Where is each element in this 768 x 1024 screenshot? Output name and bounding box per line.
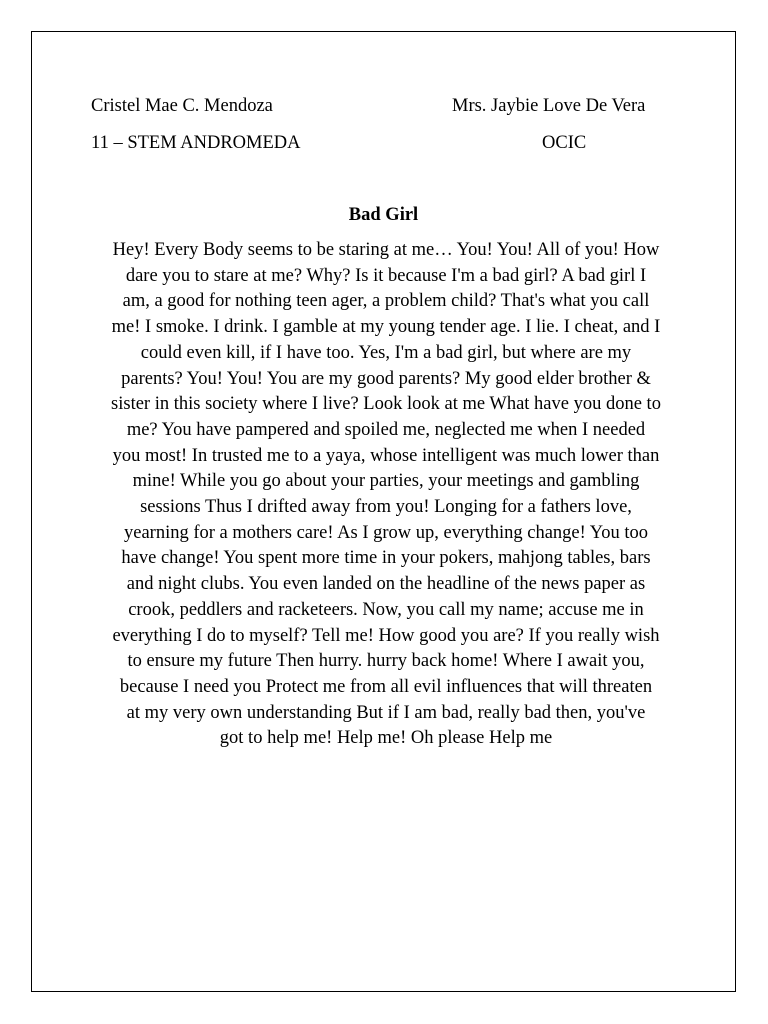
essay-line: me? You have pampered and spoiled me, neglected me when I needed: [126, 419, 646, 440]
essay-title: Bad Girl: [348, 205, 419, 225]
student-name: Cristel Mae C. Mendoza: [91, 96, 273, 116]
document-page: [31, 31, 736, 992]
essay-line: everything I do to myself? Tell me! How good you are? If you really wish: [112, 625, 660, 646]
essay-line: me! I smoke. I drink. I gamble at my young tender age. I lie. I cheat, and I: [111, 317, 661, 338]
essay-line: yearning for a mothers care! As I grow up, everything change! You too: [123, 522, 649, 543]
teacher-name: Mrs. Jaybie Love De Vera: [452, 96, 646, 116]
essay-line: am, a good for nothing teen ager, a problem child? That's what you call: [122, 291, 650, 312]
essay-line: mine! While you go about your parties, your meetings and gambling: [132, 471, 640, 492]
essay-line: and night clubs. You even landed on the headline of the news paper as: [126, 574, 646, 595]
essay-line: you most! In trusted me to a yaya, whose intelligent was much lower than: [112, 445, 660, 466]
essay-line: sister in this society where I live? Look look at me What have you done to: [111, 394, 661, 415]
essay-line: have change! You spent more time in your pokers, mahjong tables, bars: [121, 548, 651, 569]
essay-line: at my very own understanding But if I am bad, really bad then, you've: [126, 702, 646, 723]
essay-line: could even kill, if I have too. Yes, I'm a bad girl, but where are my: [140, 342, 632, 363]
essay-line: to ensure my future Then hurry. hurry back home! Where I await you,: [127, 651, 645, 672]
essay-line: got to help me! Help me! Oh please Help me: [219, 728, 553, 749]
class-section: 11 – STEM ANDROMEDA: [91, 133, 301, 153]
essay-line: Hey! Every Body seems to be staring at me… You! You! All of you! How: [112, 240, 660, 260]
essay-line: because I need you Protect me from all evil influences that will threaten: [119, 676, 653, 697]
subject-label: OCIC: [542, 133, 587, 153]
essay-body: [86, 238, 686, 752]
essay-line: sessions Thus I drifted away from you! Longing for a fathers love,: [140, 497, 632, 518]
essay-line: crook, peddlers and racketeers. Now, you call my name; accuse me in: [128, 599, 644, 620]
essay-line: dare you to stare at me? Why? Is it because I'm a bad girl? A bad girl I: [125, 265, 647, 286]
essay-line: parents? You! You! You are my good parents? My good elder brother &: [121, 368, 651, 389]
